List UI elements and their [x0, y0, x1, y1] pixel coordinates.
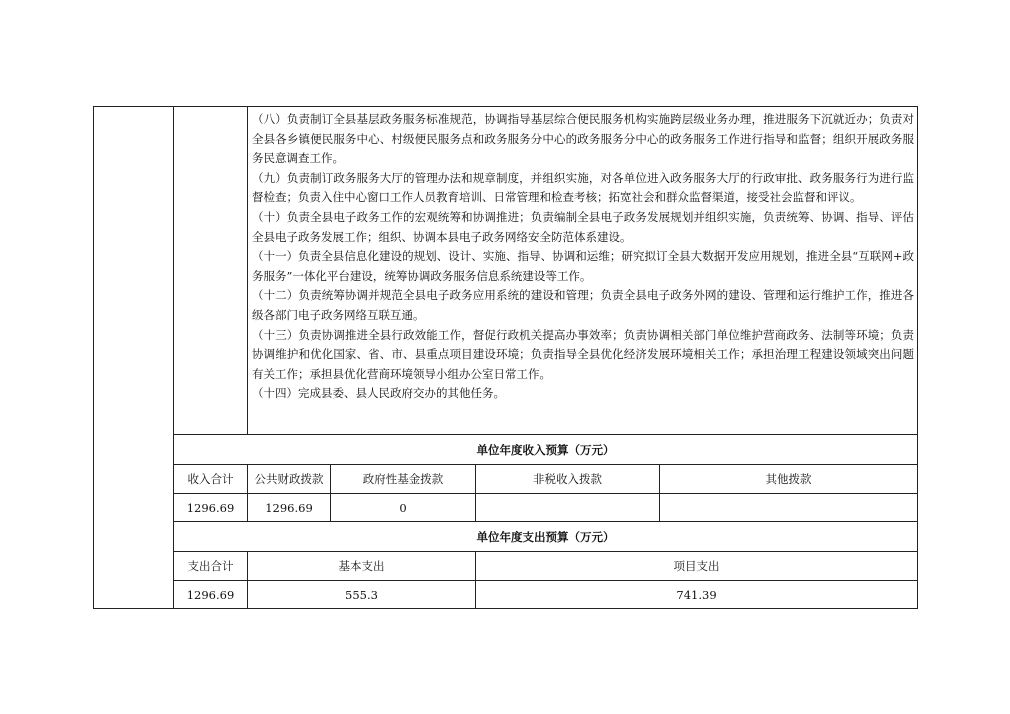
duty-item: （八）负责制订全县基层政务服务标准规范，协调指导基层综合便民服务机构实施跨层级业务办理，推进服务下沉就近办；负责对全县各乡镇便民服务中心、村级便民服务点和政务服务分中心的政务服务分中心的政务服务工作进行指导和监督；组织开展政务服务民意调查工作。	[252, 112, 915, 166]
duty-item: （十二）负责统筹协调并规范全县电子政务应用系统的建设和管理；负责全县电子政务外网的建设、管理和运行维护工作，推进各级各部门电子政务网络互联互通。	[252, 288, 915, 322]
expense-header-project: 项目支出	[476, 552, 918, 581]
income-header-public-finance: 公共财政拨款	[248, 465, 331, 494]
duty-item: （十）负责全县电子政务工作的宏观统筹和协调推进；负责编制全县电子政务发展规划并组织实施，负责统筹、协调、指导、评估全县电子政务发展工作；组织、协调本县电子政务网络安全防范体系建设。	[252, 209, 915, 244]
duties-row	[94, 107, 918, 435]
income-value-total: 1296.69	[174, 494, 248, 522]
duty-item: （十三）负责协调推进全县行政效能工作，督促行政机关提高办事效率；负责协调相关部门单位维护营商政务、法制等环境；负责协调维护和优化国家、省、市、县重点项目建设环境；负责指导全县优化经济发展环境相关工作；承担治理工程建设领域突出问题有关工作；承担县优化营商环境领导小组办公室日常工作。	[252, 327, 915, 381]
row-label-cell	[94, 107, 174, 609]
duty-item: （十四）完成县委、县人民政府交办的其他任务。	[252, 386, 505, 401]
income-value-other	[660, 494, 918, 522]
budget-table	[93, 106, 918, 609]
income-budget-title: 单位年度收入预算（万元）	[174, 435, 918, 465]
expense-budget-title: 单位年度支出预算（万元）	[174, 522, 918, 552]
budget-sheet	[93, 106, 917, 609]
income-value-row	[94, 494, 918, 522]
income-header-other: 其他拨款	[660, 465, 918, 494]
expense-value-project: 741.39	[476, 581, 918, 609]
duty-item: （九）负责制订政务服务大厅的管理办法和规章制度，并组织实施，对各单位进入政务服务大厅的行政审批、政务服务行为进行监督检查；负责入住中心窗口工作人员教育培训、日常管理和检查考核；拓宽社会和群众监督渠道，接受社会监督和评议。	[252, 170, 915, 205]
income-header-row	[94, 465, 918, 494]
expense-header-total: 支出合计	[174, 552, 248, 581]
expense-header-basic: 基本支出	[248, 552, 476, 581]
expense-value-total: 1296.69	[174, 581, 248, 609]
duties-cell	[248, 107, 918, 435]
duty-item: （十一）负责全县信息化建设的规划、设计、实施、指导、协调和运维；研究拟订全县大数据开发应用规划，推进全县“互联网+政务服务”一体化平台建设，统筹协调政务服务信息系统建设等工作。	[252, 249, 915, 283]
sub-label-cell	[174, 107, 248, 435]
expense-value-basic: 555.3	[248, 581, 476, 609]
income-header-total: 收入合计	[174, 465, 248, 494]
expense-header-row	[94, 552, 918, 581]
income-header-gov-fund: 政府性基金拨款	[331, 465, 476, 494]
income-value-gov-fund: 0	[331, 494, 476, 522]
income-value-public-finance: 1296.69	[248, 494, 331, 522]
income-header-non-tax: 非税收入拨款	[476, 465, 660, 494]
income-value-non-tax	[476, 494, 660, 522]
expense-value-row	[94, 581, 918, 609]
